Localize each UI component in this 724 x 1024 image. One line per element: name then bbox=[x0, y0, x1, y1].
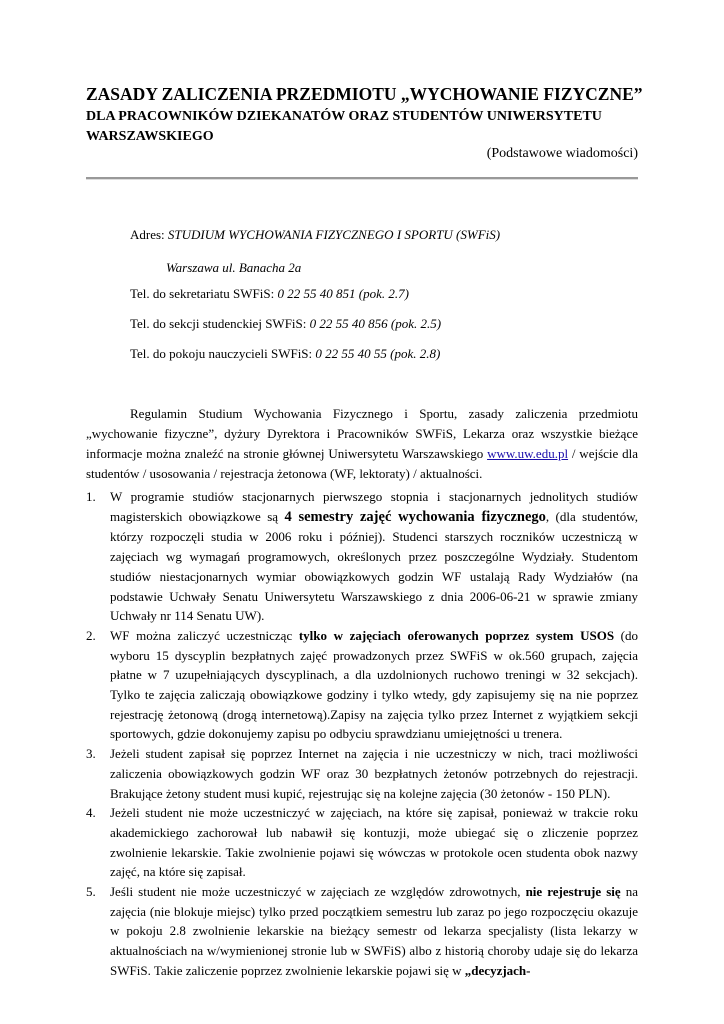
address-line bbox=[130, 227, 500, 243]
item-number: 1. bbox=[86, 489, 96, 504]
item-text: Jeżeli student zapisał się poprzez Internet na zajęcia i nie uczestniczy w nich, traci możliwości zaliczenia obowiązkowych godzin WF oraz 30 bezpłatnych żetonów potrzebnych do rejestracji. Brakujące żetony student musi kupić, rejestrując się na kolejne zajęcia (30 żetonów - 150 PLN). bbox=[110, 746, 638, 801]
item-bold-text: tylko w zajęciach oferowanych poprzez system USOS bbox=[298, 627, 615, 643]
list-item bbox=[86, 803, 638, 882]
address-label: Adres: bbox=[130, 227, 168, 242]
intro-text-after: / wejście dla studentów / usosowania / rejestracja żetonowa (WF, lektoraty) / aktualności. bbox=[86, 446, 638, 481]
list-item bbox=[86, 882, 638, 981]
item-text: Jeżeli student nie może uczestniczyć w zajęciach, na które się zapisał, ponieważ w trakcie roku akademickiego zachorował lub nabawił się kontuzji, może ubiegać się o zliczenie poprzez zwolnienie lekarskie. Takie zwolnienie pojawi się wówczas w protokole ocen studenta obok nazwy zajęć, na które się zapisał. bbox=[110, 805, 638, 880]
list-item bbox=[86, 487, 638, 626]
address-street: Warszawa ul. Banacha 2a bbox=[166, 260, 302, 275]
phone-label: Tel. do sekcji studenckiej SWFiS: bbox=[130, 316, 310, 331]
phone-line-student-section bbox=[130, 316, 441, 332]
item-text-rest: , (dla studentów, którzy rozpoczęli studia w 2006 roku i później). Studenci starszych roczników uczestniczą w zajęciach wg wymagań programowych, określonych przez poszczególne Wydziały. Studentom studiów niestacjonarnych wymiar obowiązkowych godzin WF ustalają Rady Wydziałów (na podstawie Uchwały Senatu Uniwersytetu Warszawskiego z dnia 2006-06-21 w sprawie zmiany Uchwały nr 114 Senatu UW). bbox=[110, 508, 639, 624]
header-divider bbox=[86, 177, 638, 180]
item-text: WF można zaliczyć uczestnicząc bbox=[110, 627, 299, 643]
item-bold-text-end: „decyzjach- bbox=[464, 962, 531, 978]
item-text-rest: na zajęcia (nie blokuje miejsc) tylko przed początkiem semestru lub zaraz po jego rozpoczęciu okazuje w pokoju 2.8 zwolnienie lekarskie na bieżący semestr od lekarza specjalisty (lista lekarzy w aktualnościach na w/wymienionej stronie lub w SWFiS) albo z historią choroby udaje się do lekarza SWFiS. Takie zaliczenie poprzez zwolnienie lekarskie pojawi się w bbox=[110, 884, 638, 978]
item-number: 5. bbox=[86, 884, 96, 900]
item-text: W programie studiów stacjonarnych pierwszego stopnia i stacjonarnych jednolitych studiów magisterskich obowiązkowe są bbox=[110, 489, 638, 524]
phone-line-secretariat bbox=[130, 286, 409, 302]
phone-value: 0 22 55 40 856 (pok. 2.5) bbox=[309, 316, 442, 331]
item-bold-text: 4 semestry zajęć wychowania fizycznego bbox=[284, 508, 546, 525]
address-name: STUDIUM WYCHOWANIA FIZYCZNEGO I SPORTU (SWFiS) bbox=[167, 227, 501, 242]
item-number: 2. bbox=[86, 627, 96, 643]
list-item bbox=[86, 626, 638, 744]
list-item bbox=[86, 744, 638, 803]
item-text-rest: (do wyboru 15 dyscyplin bezpłatnych zajęć prowadzonych przez SWFiS w ok.560 grupach, zajęcia płatne w 7 uzupełniających dyscyplinach, a dla uzdolnionych ruchowo treningi w 32 sekcjach). Tylko te zajęcia zaliczają obowiązkowe godziny i tylko wtedy, gdy zapisujemy się na nie poprzez rejestrację żetonową (drogą internetową).Zapisy na zajęcia tylko przez Internet z wyjątkiem sekcji sportowych, gdzie dokonujemy zapisu po odbyciu sprawdzianu umiejętności u trenera. bbox=[110, 627, 638, 742]
item-number: 4. bbox=[86, 805, 96, 821]
phone-value: 0 22 55 40 851 (pok. 2.7) bbox=[277, 286, 409, 301]
document-note: (Podstawowe wiadomości) bbox=[486, 146, 638, 161]
phone-label: Tel. do sekretariatu SWFiS: bbox=[130, 286, 278, 301]
phone-line-teachers bbox=[130, 346, 440, 362]
item-text: Jeśli student nie może uczestniczyć w zajęciach ze względów zdrowotnych, bbox=[110, 884, 526, 900]
uw-website-link[interactable]: www.uw.edu.pl bbox=[487, 446, 569, 461]
document-title: ZASADY ZALICZENIA PRZEDMIOTU „WYCHOWANIE FIZYCZNE” bbox=[86, 84, 643, 104]
item-number: 3. bbox=[86, 746, 96, 762]
intro-paragraph bbox=[86, 404, 638, 484]
rules-list bbox=[86, 487, 638, 981]
document-subtitle: DLA PRACOWNIKÓW DZIEKANATÓW ORAZ STUDENTÓW UNIWERSYTETU WARSZAWSKIEGO bbox=[86, 109, 602, 144]
intro-text: Regulamin Studium Wychowania Fizycznego i Sportu, zasady zaliczenia przedmiotu „wychowanie fizyczne”, dyżury Dyrektora i Pracowników SWFiS, Lekarza oraz wszystkie bieżące informacje można znaleźć na stronie głównej Uniwersytetu Warszawskiego bbox=[86, 406, 638, 461]
phone-label: Tel. do pokoju nauczycieli SWFiS: bbox=[130, 346, 316, 361]
phone-value: 0 22 55 40 55 (pok. 2.8) bbox=[315, 346, 441, 361]
item-bold-text: nie rejestruje się bbox=[525, 884, 621, 900]
